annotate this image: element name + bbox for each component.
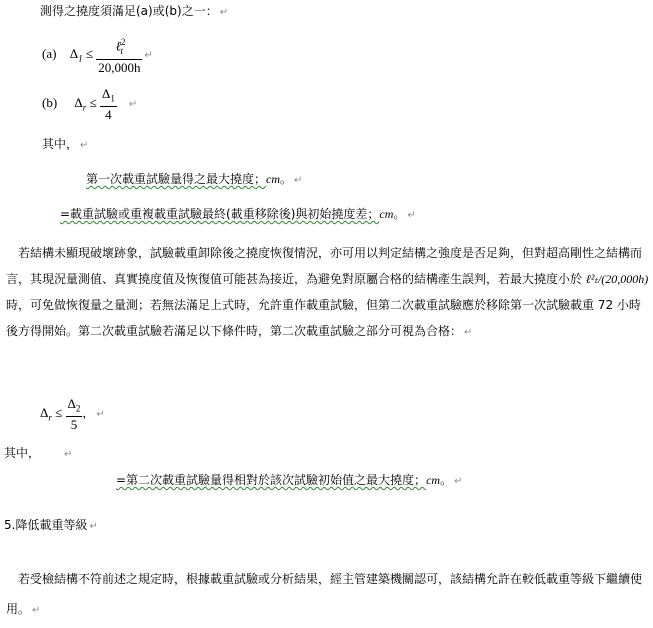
intro-line: [40, 3, 228, 21]
paragraph-1-part-a: 若結構未顯現破壞跡象，試驗載重卸除後之撓度恢復情況，亦可用以判定結構之強度是否足夠，但對超高剛性之結構而言，其現況量測值、真實撓度值及恢復值可能甚為接近，為避免對原屬合格的結構產生誤判，若最大撓度小於: [6, 246, 643, 286]
condition-a-fraction: $\frac{\ell^2_t}{20,000h}$: [98, 37, 141, 75]
condition-a-operator: ≤: [82, 46, 97, 61]
section-heading: [4, 517, 98, 535]
definition-1: 第一次載重試驗量得之最大撓度；cm。 ↵: [86, 172, 303, 186]
condition-b-fraction: $\frac{\Delta_1}{4}$: [101, 85, 115, 123]
condition-c-lhs: $\Delta_r$: [40, 405, 52, 423]
condition-a: [42, 34, 153, 79]
where-line-2: [4, 445, 72, 463]
condition-b: [42, 85, 137, 126]
paragraph-mark-icon: ↵: [80, 140, 89, 151]
condition-c: $\Delta_r$ ≤ $\frac{\Delta_2}{5}$ ， ↵: [40, 395, 105, 433]
definition-2-text: =載重試驗或重複載重試驗最終(載重移除後)與初始撓度差；: [60, 207, 380, 221]
definition-3: =第二次載重試驗量得相對於該次試驗初始值之最大撓度；cm。 ↵: [116, 473, 463, 487]
condition-a-label: (a): [42, 46, 57, 61]
paragraph-1-part-b: 時，可免做恢復量之量測；若無法滿足上式時，允許重作載重試驗，但第二次載重試驗應於移除第一次試驗載重 72 小時後方得開始。第二次載重試驗若滿足以下條件時，第二次載重試驗之部分可視為合格：: [6, 298, 641, 338]
definition-1-text: 第一次載重試驗量得之最大撓度；: [86, 172, 267, 186]
paragraph-mark-icon: ↵: [89, 521, 98, 532]
definition-3-unit: cm: [426, 473, 441, 487]
condition-a-lhs: $\Delta_1$: [69, 46, 83, 64]
where-text: 其中，: [4, 446, 41, 460]
condition-c-operator: ≤: [51, 405, 66, 420]
where-line-1: [42, 136, 88, 154]
paragraph-mark-icon: ↵: [294, 175, 303, 186]
paragraph-mark-icon: ↵: [407, 210, 416, 221]
paragraph-2: [6, 564, 651, 626]
paragraph-mark-icon: ↵: [64, 449, 73, 460]
paragraph-mark-icon: ↵: [454, 476, 463, 487]
condition-b-lhs: $\Delta_r$: [74, 95, 87, 113]
section-heading-text: 5.降低載重等級: [4, 518, 88, 532]
paragraph-mark-icon: ↵: [144, 50, 153, 61]
definition-2: =載重試驗或重複載重試驗最終(載重移除後)與初始撓度差；cm。 ↵: [60, 207, 416, 221]
definition-3-text: =第二次載重試驗量得相對於該次試驗初始值之最大撓度；: [116, 473, 427, 487]
condition-c-fraction: $\frac{\Delta_2}{5}$: [67, 395, 81, 433]
paragraph-mark-icon: ↵: [32, 605, 41, 616]
paragraph-1-expression: ℓ²ₜ/(20,000h): [585, 272, 649, 286]
condition-b-label: (b): [42, 95, 58, 110]
paragraph-mark-icon: ↵: [464, 327, 473, 338]
definition-2-unit: cm: [379, 207, 394, 221]
paragraph-mark-icon: ↵: [128, 99, 138, 110]
definition-1-unit: cm: [266, 172, 281, 186]
paragraph-mark-icon: ↵: [96, 409, 105, 420]
intro-text: 測得之撓度須滿足(a)或(b)之一：: [40, 4, 218, 18]
paragraph-mark-icon: ↵: [219, 7, 229, 18]
condition-b-operator: ≤: [86, 95, 100, 110]
paragraph-1: [6, 240, 651, 346]
where-text: 其中，: [42, 137, 79, 151]
paragraph-2-text: 若受檢結構不符前述之規定時，根據載重試驗或分析結果，經主管建築機關認可，該結構允許在較低載重等級下繼續使用。: [6, 572, 643, 616]
